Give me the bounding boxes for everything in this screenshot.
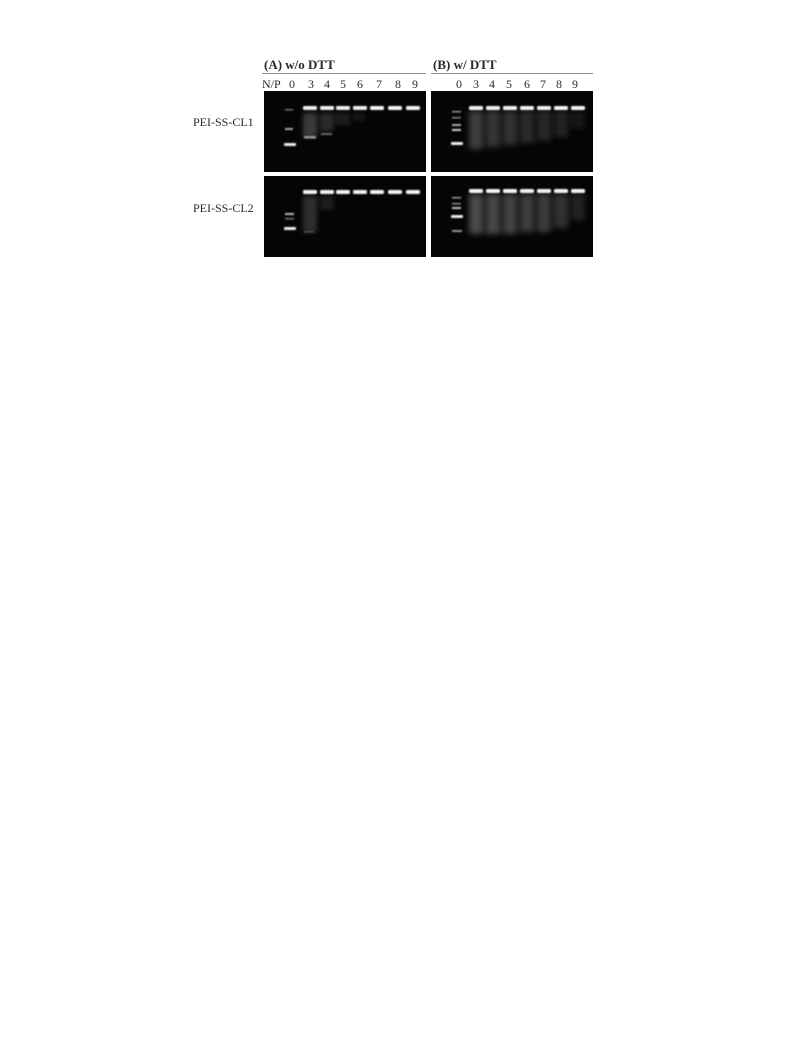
lane-label-a-7: 7 (376, 77, 382, 91)
row-label-cl1: PEI-SS-CL1 (193, 115, 254, 129)
lane-label-b-0: 0 (456, 77, 462, 91)
lane-label-a-3: 3 (308, 77, 314, 91)
lane-label-a-4: 4 (324, 77, 330, 91)
lane-label-a-6: 6 (357, 77, 363, 91)
panel-a-header: (A) w/o DTT (264, 57, 335, 72)
panel-a-rule (262, 73, 426, 74)
lane-label-a-0: 0 (289, 77, 295, 91)
lane-label-a-8: 8 (395, 77, 401, 91)
gel-image-a-cl1 (264, 91, 426, 172)
lane-label-a-5: 5 (340, 77, 346, 91)
gel-retardation-figure (0, 0, 785, 300)
lane-label-b-9: 9 (572, 77, 578, 91)
lane-label-b-7: 7 (540, 77, 546, 91)
gel-image-b-cl2 (431, 176, 593, 257)
gel-image-b-cl1 (431, 91, 593, 172)
np-label: N/P (262, 77, 281, 91)
row-label-cl2: PEI-SS-CL2 (193, 201, 254, 215)
lane-label-b-5: 5 (506, 77, 512, 91)
lane-label-b-6: 6 (524, 77, 530, 91)
panel-b-header: (B) w/ DTT (433, 57, 497, 72)
panel-b-rule (431, 73, 593, 74)
lane-label-b-3: 3 (473, 77, 479, 91)
lane-label-b-4: 4 (489, 77, 495, 91)
lane-label-b-8: 8 (556, 77, 562, 91)
gel-image-a-cl2 (264, 176, 426, 257)
lane-label-a-9: 9 (412, 77, 418, 91)
